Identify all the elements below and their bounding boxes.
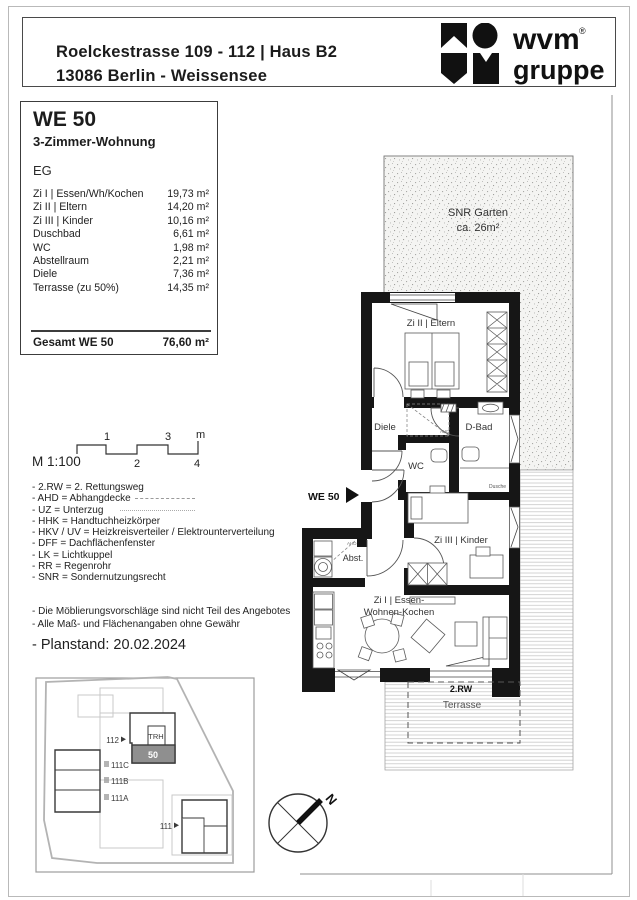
room-label-wc: WC xyxy=(408,461,424,472)
entrance-marker xyxy=(308,487,359,503)
legend-item: - HHK = Handtuchheizkörper xyxy=(32,515,161,527)
site-plan xyxy=(36,677,254,872)
room-label: WC xyxy=(33,241,51,254)
scale-tick: 1 xyxy=(104,431,111,443)
legend-item: - LK = Lichtkuppel xyxy=(32,549,113,561)
room-label: Duschbad xyxy=(33,228,81,241)
scale-tick: 2 xyxy=(134,458,141,470)
scale-unit: m xyxy=(196,429,206,441)
brand-reg-mark: ® xyxy=(579,26,586,36)
brand-sub: gruppe xyxy=(513,55,605,85)
room-label: Zi III | Kinder xyxy=(33,214,93,227)
site-label-trh: TRH xyxy=(148,732,164,741)
uz-dotted-sample xyxy=(120,510,195,511)
site-label-111c: 111C xyxy=(111,761,129,770)
brand-name: wvm xyxy=(513,23,580,56)
note-line: - Die Möblierungsvorschläge sind nicht Teil des Angebotes xyxy=(32,606,291,617)
room-label: Terrasse (zu 50%) xyxy=(33,281,119,294)
legend-item-text: - UZ = Unterzug xyxy=(32,504,104,516)
legend-item xyxy=(32,493,275,504)
garden-label-1: SNR Garten xyxy=(448,207,508,219)
room-label: Abstellraum xyxy=(33,254,89,267)
label-dusche: Dusche xyxy=(489,484,506,490)
room-area: 2,21 m² xyxy=(173,254,209,267)
scale-tick: 3 xyxy=(165,431,172,443)
site-label-50: 50 xyxy=(147,750,159,760)
room-label: Zi I | Essen/Wh/Kochen xyxy=(33,188,144,200)
compass-rose xyxy=(269,791,340,852)
entrance-label: WE 50 xyxy=(308,491,340,503)
scale-label: M 1:100 xyxy=(32,454,81,469)
total-area: 76,60 m² xyxy=(162,336,209,349)
room-area: 7,36 m² xyxy=(173,268,209,281)
legend-item: - RR = Regenrohr xyxy=(32,561,112,573)
site-label-111a: 111A xyxy=(111,794,129,803)
room-label-diele: Diele xyxy=(374,422,396,433)
label-ahd-abst: AHD xyxy=(347,541,357,546)
legend-item: - SNR = Sondernutzungsrecht xyxy=(32,572,166,584)
site-label-111: 111 xyxy=(159,822,172,831)
total-label: Gesamt WE 50 xyxy=(33,336,114,349)
room-area: 14,20 m² xyxy=(167,201,209,214)
plan-date: - Planstand: 20.02.2024 xyxy=(32,637,186,653)
room-label-dbad: D-Bad xyxy=(465,422,493,433)
unit-id: WE 50 xyxy=(33,108,97,131)
room-label-living-1: Zi I | Essen- xyxy=(373,595,425,606)
label-rescue-route: 2.RW xyxy=(449,684,473,694)
legend-notes xyxy=(32,605,290,631)
scale-tick: 4 xyxy=(194,458,201,470)
ahd-dashed-sample xyxy=(135,498,195,499)
room-label-kinder: Zi III | Kinder xyxy=(434,535,488,546)
address-line-2: 13086 Berlin - Weissensee xyxy=(56,67,268,85)
room-label-eltern: Zi II | Eltern xyxy=(406,318,456,329)
note-line: - Alle Maß- und Flächenangaben ohne Gewähr xyxy=(32,619,240,630)
label-terrace: Terrasse xyxy=(442,700,482,711)
room-area: 10,16 m² xyxy=(167,214,209,227)
site-label-111b: 111B xyxy=(111,777,129,786)
room-label: Diele xyxy=(33,268,58,281)
room-label-living-2: Wohnen-Kochen xyxy=(363,607,435,618)
room-area: 14,35 m² xyxy=(167,281,209,294)
address-line-1: Roelckestrasse 109 - 112 | Haus B2 xyxy=(56,43,338,61)
garden-label-2: ca. 26m² xyxy=(456,222,500,234)
unit-type: 3-Zimmer-Wohnung xyxy=(33,134,156,149)
entrance-arrow-icon xyxy=(346,487,359,503)
room-area: 19,73 m² xyxy=(167,188,209,200)
room-label: Zi II | Eltern xyxy=(33,201,87,214)
legend-item xyxy=(32,505,275,516)
legend-item-text: - AHD = Abhangdecke xyxy=(32,493,131,505)
north-label: N xyxy=(322,790,341,808)
label-ahd-hall: AHD xyxy=(440,429,450,434)
room-area: 1,98 m² xyxy=(173,241,209,254)
room-label-abst: Abst. xyxy=(342,553,364,563)
legend-item: - HKV / UV = Heizkreisverteiler / Elektrounterverteilung xyxy=(32,527,275,539)
legend-item: - 2.RW = 2. Rettungsweg xyxy=(32,482,144,493)
north-needle-icon xyxy=(298,800,321,823)
legend xyxy=(32,482,275,584)
scale-bar xyxy=(77,441,198,454)
legend-item: - DFF = Dachflächenfenster xyxy=(32,538,156,550)
room-area: 6,61 m² xyxy=(173,228,209,241)
site-label-112: 112 xyxy=(106,736,119,745)
unit-floor: EG xyxy=(33,163,52,178)
